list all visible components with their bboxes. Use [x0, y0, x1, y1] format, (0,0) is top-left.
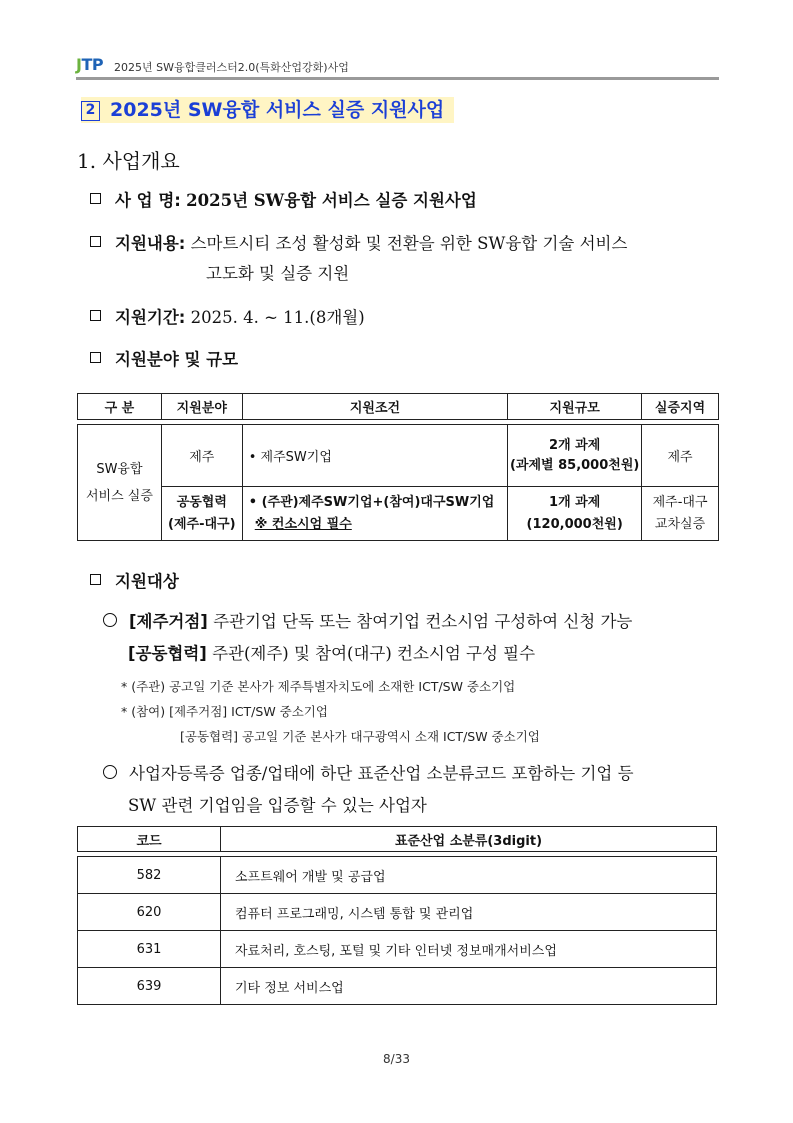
field-cell: 제주 [161, 425, 242, 487]
checkbox-bullet-icon [90, 236, 101, 247]
target-joint-line: [공동협력] 주관(제주) 및 참여(대구) 컨소시엄 구성 필수 [128, 644, 536, 663]
industry-code-table [77, 826, 717, 1005]
table-row [78, 968, 717, 1005]
jtp-logo: JTP [76, 55, 104, 74]
target-business-line-1: 사업자등록증 업종/업태에 하단 표준산업 소분류코드 포함하는 기업 등 [103, 760, 634, 784]
checkbox-bullet-icon [90, 193, 101, 204]
col-header: 지원조건 [242, 394, 508, 420]
section-number: 2 [81, 101, 100, 121]
overview-heading: 1. 사업개요 [77, 149, 180, 173]
scale-cell: 1개 과제 (120,000천원) [508, 487, 642, 541]
support-target-label: 지원대상 [115, 572, 179, 591]
scale-cell: 2개 과제 (과제별 85,000천원) [508, 425, 642, 487]
support-content-item [90, 230, 627, 254]
support-field-item [90, 346, 238, 370]
support-field-label: 지원분야 및 규모 [115, 350, 239, 369]
support-period-label: 지원기간: [115, 308, 186, 327]
page-header [76, 55, 719, 81]
table-row [78, 857, 717, 894]
condition-cell: • 제주SW기업 [242, 425, 508, 487]
checkbox-bullet-icon [90, 574, 101, 585]
col-header: 표준산업 소분류(3digit) [221, 827, 717, 852]
table-header-row [78, 394, 719, 420]
target-business-line-2: SW 관련 기업임을 입증할 수 있는 사업자 [128, 796, 427, 815]
table-row [78, 487, 719, 541]
table-header-row [78, 827, 717, 852]
support-content-value-cont: 고도화 및 실증 지원 [206, 264, 350, 283]
consortium-required-note: ※ 컨소시엄 필수 [254, 516, 352, 532]
project-name-item [90, 187, 477, 211]
col-header: 코드 [78, 827, 221, 852]
header-divider [76, 77, 719, 80]
support-target-item [90, 568, 179, 592]
col-header: 실증지역 [642, 394, 719, 420]
col-header: 지원분야 [161, 394, 242, 420]
support-period-item [90, 304, 365, 328]
region-cell: 제주 [642, 425, 719, 487]
field-cell: 공동협력 (제주-대구) [161, 487, 242, 541]
header-title: 2025년 SW융합클러스터2.0(특화산업강화)사업 [114, 61, 349, 74]
section-title [81, 97, 454, 123]
circle-bullet-icon [103, 765, 117, 779]
project-name-value: 2025년 SW융합 서비스 실증 지원사업 [186, 191, 477, 210]
circle-bullet-icon [103, 613, 117, 627]
support-period-value: 2025. 4. ~ 11.(8개월) [190, 308, 365, 327]
region-cell: 제주-대구 교차실증 [642, 487, 719, 541]
condition-cell: • (주관)제주SW기업+(참여)대구SW기업 ※ 컨소시엄 필수 [242, 487, 508, 541]
table-row [78, 894, 717, 931]
target-note-1: * (주관) 공고일 기준 본사가 제주특별자치도에 소재한 ICT/SW 중소기업 [121, 679, 516, 694]
checkbox-bullet-icon [90, 352, 101, 363]
code-cell: 582 [78, 857, 221, 894]
code-cell: 631 [78, 931, 221, 968]
col-header: 지원규모 [508, 394, 642, 420]
name-cell: 자료처리, 호스팅, 포털 및 기타 인터넷 정보매개서비스업 [221, 931, 717, 968]
target-note-2: * (참여) [제주거점] ICT/SW 중소기업 [121, 704, 328, 719]
col-header: 구 분 [78, 394, 162, 420]
checkbox-bullet-icon [90, 310, 101, 321]
section-title-text: 2025년 SW융합 서비스 실증 지원사업 [110, 99, 445, 121]
support-content-label: 지원내용: [115, 234, 186, 253]
support-content-value: 스마트시티 조성 활성화 및 전환을 위한 SW융합 기술 서비스 [190, 234, 628, 253]
page-number: 8/33 [383, 1052, 410, 1066]
target-note-3: [공동협력] 공고일 기준 본사가 대구광역시 소재 ICT/SW 중소기업 [180, 729, 540, 744]
table-row [78, 931, 717, 968]
name-cell: 기타 정보 서비스업 [221, 968, 717, 1005]
name-cell: 컴퓨터 프로그래밍, 시스템 통합 및 관리업 [221, 894, 717, 931]
code-cell: 639 [78, 968, 221, 1005]
name-cell: 소프트웨어 개발 및 공급업 [221, 857, 717, 894]
code-cell: 620 [78, 894, 221, 931]
group-label-cell: SW융합 서비스 실증 [78, 425, 162, 541]
project-name-label: 사 업 명: [115, 191, 181, 210]
support-scale-table [77, 393, 719, 541]
table-row [78, 425, 719, 487]
target-jeju-line: [제주거점] 주관기업 단독 또는 참여기업 컨소시엄 구성하여 신청 가능 [103, 608, 632, 632]
